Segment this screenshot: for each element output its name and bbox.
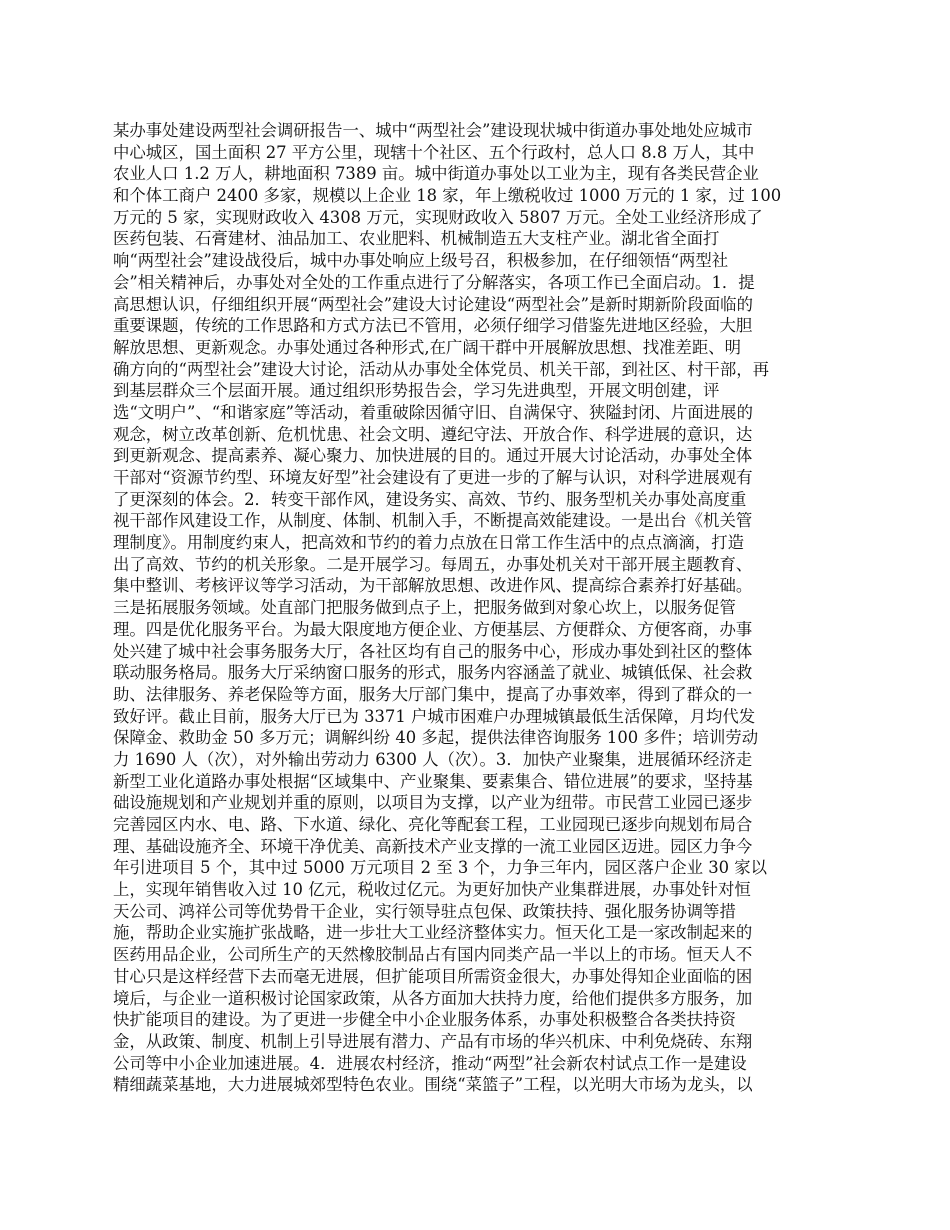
text-line: 上，实现年销售收入过 10 亿元，税收过亿元。为更好加快产业集群进展，办事处针对恒 (113, 880, 751, 900)
text-line: 确方向的“两型社会”建设大讨论，活动从办事处全体党员、机关干部，到社区、村干部，再 (113, 359, 769, 379)
text-line: 致好评。截止目前，服务大厅已为 3371 户城市困难户办理城镇最低生活保障，月均代发 (113, 706, 756, 726)
text-line: 三是拓展服务领域。处直部门把服务做到点子上，把服务做到对象心坎上，以服务促管 (113, 598, 736, 618)
text-line: 和个体工商户 2400 多家，规模以上企业 18 家，年上缴税收过 1000 万元的 1 家，过 100 (113, 186, 782, 206)
text-line: 解放思想、更新观念。办事处通过各种形式,在广阔干群中开展解放思想、找准差距、明 (113, 337, 742, 357)
text-line: 公司等中小企业加速进展。4．进展农村经济，推动“两型”社会新农村试点工作一是建设 (113, 1053, 747, 1073)
text-line: 重要课题，传统的工作思路和方式方法已不管用，必须仔细学习借鉴先进地区经验，大胆 (113, 316, 753, 336)
text-line: 了更深刻的体会。2．转变干部作风，建设务实、高效、节约、服务型机关办事处高度重 (113, 489, 747, 509)
text-line: 某办事处建设两型社会调研报告一、城中“两型社会”建设现状城中街道办事处地处应城市 (113, 121, 753, 140)
text-line: 甘心只是这样经营下去而毫无进展，但扩能项目所需资金很大，办事处得知企业面临的困 (113, 966, 753, 986)
text-line: 响“两型社会”建设战役后，城中办事处响应上级号召，积极参加，在仔细领悟“两型社 (113, 251, 729, 271)
text-line: 中心城区，国土面积 27 平方公里，现辖十个社区、五个行政村，总人口 8.8 万人，其中 (113, 142, 755, 162)
text-line: 高思想认识，仔细组织开展“两型社会”建设大讨论建设“两型社会”是新时期新阶段面临的 (113, 294, 753, 314)
text-line: 出了高效、节约的机关形象。二是开展学习。每周五，办事处机关对干部开展主题教育、 (113, 554, 753, 574)
text-line: 础设施规划和产业规划并重的原则，以项目为支撑，以产业为纽带。市民营工业园已逐步 (113, 793, 753, 813)
text-line: 集中整训、考核评议等学习活动，为干部解放思想、改进作风、提高综合素养打好基础。 (113, 576, 753, 596)
text-line: 农业人口 1.2 万人，耕地面积 7389 亩。城中街道办事处以工业为主，现有各类民营企业 (113, 164, 759, 184)
text-line: 到更新观念、提高素养、凝心聚力、加快进展的目的。通过开展大讨论活动，办事处全体 (113, 446, 753, 466)
text-line: 理、基础设施齐全、环境干净优美、高新技术产业支撑的一流工业园区迈进。园区力争今 (113, 836, 753, 856)
text-line: 天公司、鸿祥公司等优势骨干企业，实行领导驻点包保、政策扶持、强化服务协调等措 (113, 901, 736, 921)
text-line: 理制度》。用制度约束人，把高效和节约的着力点放在日常工作生活中的点点滴滴，打造 (113, 533, 745, 553)
text-line: 施，帮助企业实施扩张战略，进一步壮大工业经济整体实力。恒天化工是一家改制起来的 (113, 923, 753, 943)
text-line: 保障金、救助金 50 多万元；调解纠纷 40 多起，提供法律咨询服务 100 多件；培训劳动 (113, 728, 759, 748)
text-line: 观念，树立改革创新、危机忧患、社会文明、遵纪守法、开放合作、科学进展的意识，达 (113, 424, 753, 444)
text-line: 干部对“资源节约型、环境友好型”社会建设有了更进一步的了解与认识，对科学进展观有 (113, 468, 753, 487)
text-line: 助、法律服务、养老保险等方面，服务大厅部门集中，提高了办事效率，得到了群众的一 (113, 684, 753, 704)
text-line: 快扩能项目的建设。为了更进一步健全中小企业服务体系，办事处积极整合各类扶持资 (113, 1010, 736, 1030)
text-line: 医药包装、石膏建材、油品加工、农业肥料、机械制造五大支柱产业。湖北省全面打 (113, 229, 720, 249)
text-line: 万元的 5 家，实现财政收入 4308 万元，实现财政收入 5807 万元。全处工业经济形成了 (113, 207, 763, 227)
text-line: 完善园区内水、电、路、下水道、绿化、亮化等配套工程，工业园现已逐步向规划布局合 (113, 815, 753, 834)
text-line: 年引进项目 5 个，其中过 5000 万元项目 2 至 3 个，力争三年内，园区落户企业 30 家以 (113, 858, 768, 878)
document-body (113, 120, 837, 1096)
text-line: 医药用品企业，公司所生产的天然橡胶制品占有国内同类产品一半以上的市场。恒天人不 (113, 945, 753, 965)
text-line: 联动服务格局。服务大厅采纳窗口服务的形式，服务内容涵盖了就业、城镇低保、社会救 (113, 663, 753, 683)
text-line: 会”相关精神后，办事处对全处的工作重点进行了分解落实，各项工作已全面启动。1．提 (113, 272, 755, 292)
text-line: 到基层群众三个层面开展。通过组织形势报告会，学习先进典型，开展文明创建，评 (113, 381, 720, 401)
text-line: 选“文明户”、“和谐家庭”等活动，着重破除因循守旧、自满保守、狭隘封闭、片面进展的 (113, 402, 753, 422)
text-line: 精细蔬菜基地，大力进展城郊型特色农业。围绕“菜篮子”工程，以光明大市场为龙头，以 (113, 1075, 753, 1095)
text-line: 境后，与企业一道积极讨论国家政策，从各方面加大扶持力度，给他们提供多方服务，加 (113, 988, 753, 1008)
text-line: 理。四是优化服务平台。为最大限度地方便企业、方便基层、方便群众、方便客商，办事 (113, 619, 753, 639)
text-line: 视干部作风建设工作，从制度、体制、机制入手，不断提高效能建设。一是出台《机关管 (113, 511, 753, 531)
text-line: 处兴建了城中社会事务服务大厅，各社区均有自己的服务中心，形成办事处到社区的整体 (113, 641, 753, 661)
text-line: 新型工业化道路办事处根据“区域集中、产业聚集、要素集合、错位进展”的要求，坚持基 (113, 771, 753, 791)
text-line: 力 1690 人（次），对外输出劳动力 6300 人（次）。3．加快产业聚集，进展循环经济走 (113, 749, 753, 769)
text-line: 金，从政策、制度、机制上引导进展有潜力、产品有市场的华兴机床、中利免烧砖、东翔 (113, 1031, 753, 1051)
